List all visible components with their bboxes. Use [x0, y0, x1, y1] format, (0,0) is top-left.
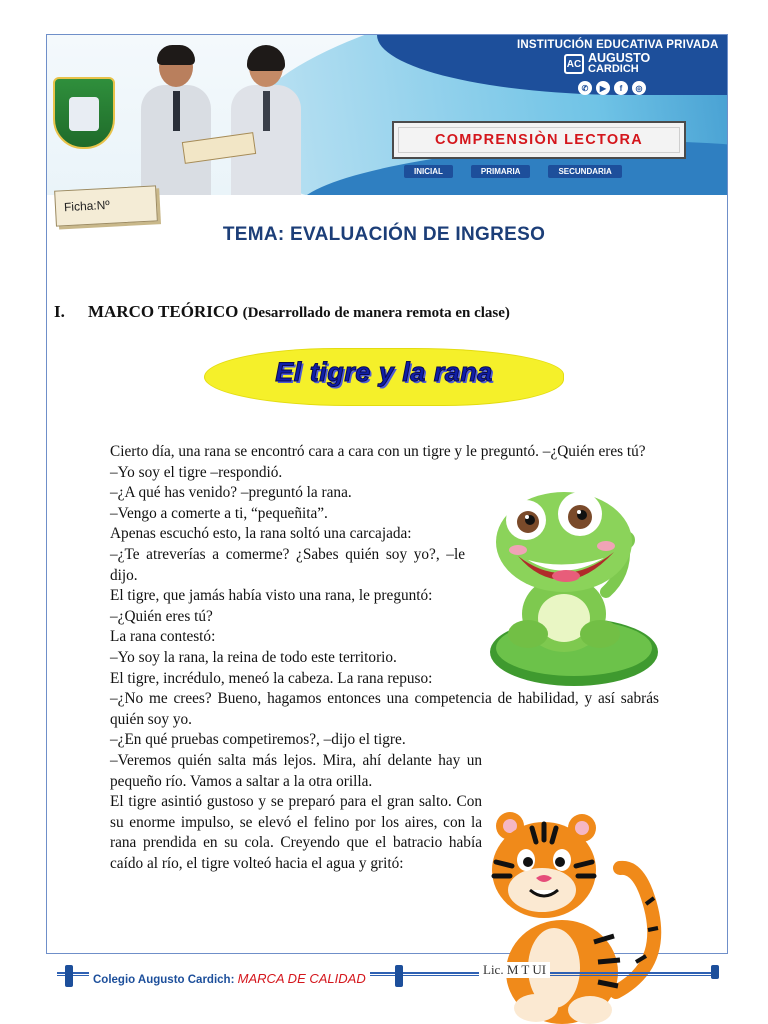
social-icons	[578, 81, 646, 95]
story-line: El tigre, incrédulo, meneó la cabeza. La rana repuso:	[110, 669, 433, 687]
story-title-banner	[205, 349, 563, 405]
footer-pin	[711, 965, 719, 979]
story-line: Apenas escuchó esto, la rana soltó una carcajada:	[110, 525, 412, 543]
footer-pin	[395, 965, 403, 987]
tiger-illustration	[486, 812, 670, 1024]
tab-secundaria[interactable]: SECUNDARIA	[548, 165, 621, 178]
section-heading	[54, 302, 510, 322]
school-crest-logo	[53, 77, 115, 149]
header-banner	[47, 35, 727, 195]
ficha-text: Ficha:Nº	[63, 197, 111, 215]
story-line: –Yo soy la rana, la reina de todo este territorio.	[110, 648, 397, 666]
frog-illustration	[488, 484, 660, 690]
instagram-icon[interactable]: ◎	[632, 81, 646, 95]
institution-title: INSTITUCIÓN EDUCATIVA PRIVADA	[517, 39, 719, 51]
page-title: TEMA: EVALUACIÓN DE INGRESO	[222, 224, 546, 245]
ac-logo-icon: AC	[564, 54, 584, 74]
footer-motto: MARCA DE CALIDAD	[237, 971, 366, 986]
story-line: –Veremos quién salta más lejos. Mira, ahí delante hay un pequeño río. Vamos a saltar a la otra orilla.	[110, 751, 482, 790]
story-line: El tigre, que jamás había visto una rana, le preguntó:	[110, 587, 433, 605]
story-line: Cierto día, una rana se encontró cara a cara con un tigre y le preguntó. –¿Quién eres tú?	[110, 443, 646, 460]
youtube-icon[interactable]: ▶	[596, 81, 610, 95]
story-line: –¿En qué pruebas competiremos?, –dijo el tigre.	[110, 731, 406, 749]
student-boy	[135, 47, 215, 195]
tab-inicial[interactable]: INICIAL	[404, 165, 453, 178]
footer-author: Lic. M T UI	[479, 962, 550, 978]
facebook-icon[interactable]: f	[614, 81, 628, 95]
tab-primaria[interactable]: PRIMARIA	[471, 165, 531, 178]
whatsapp-icon[interactable]: ✆	[578, 81, 592, 95]
level-tabs	[404, 165, 622, 178]
footer-school-name: Colegio Augusto Cardich:	[93, 974, 235, 986]
story-line: –¿Te atreverías a comerme? ¿Sabes quién soy yo?, –le dijo.	[110, 545, 465, 584]
brand-name-line1: AUGUSTO	[588, 51, 651, 65]
footer	[47, 962, 727, 990]
story-title: El tigre y la rana	[275, 357, 493, 387]
subject-box	[392, 121, 686, 159]
ficha-label	[54, 185, 158, 226]
student-girl	[225, 47, 305, 195]
story-line: –¿No me crees? Bueno, hagamos entonces una competencia de habilidad, y así sabrás quién soy yo.	[110, 690, 659, 728]
brand-logo	[564, 53, 650, 75]
story-line: El tigre asintió gustoso y se preparó para el gran salto. Con su enorme impulso, se elevó el felino por los aires, con la rana prendida en su cola. Creyendo que el batracio había caído al río, el tigre volteó hacia el agua y gritó:	[110, 793, 482, 872]
story-line: La rana contestó:	[110, 628, 216, 646]
story-line: –¿A qué has venido? –preguntó la rana.	[110, 484, 352, 502]
brand-name-line2: CARDICH	[588, 63, 639, 75]
section-number: I.	[54, 302, 65, 321]
footer-school	[89, 971, 370, 986]
story-line: –Yo soy el tigre –respondió.	[110, 463, 283, 481]
subject-title: COMPRENSIÒN LECTORA	[398, 127, 680, 153]
section-title: MARCO TEÓRICO	[88, 302, 239, 321]
story-line: –Vengo a comerte a ti, “pequeñita”.	[110, 504, 328, 522]
story-line: –¿Quién eres tú?	[110, 607, 213, 625]
students-photo	[135, 41, 315, 195]
footer-pin	[65, 965, 73, 987]
section-subtitle: (Desarrollado de manera remota en clase)	[242, 305, 510, 321]
